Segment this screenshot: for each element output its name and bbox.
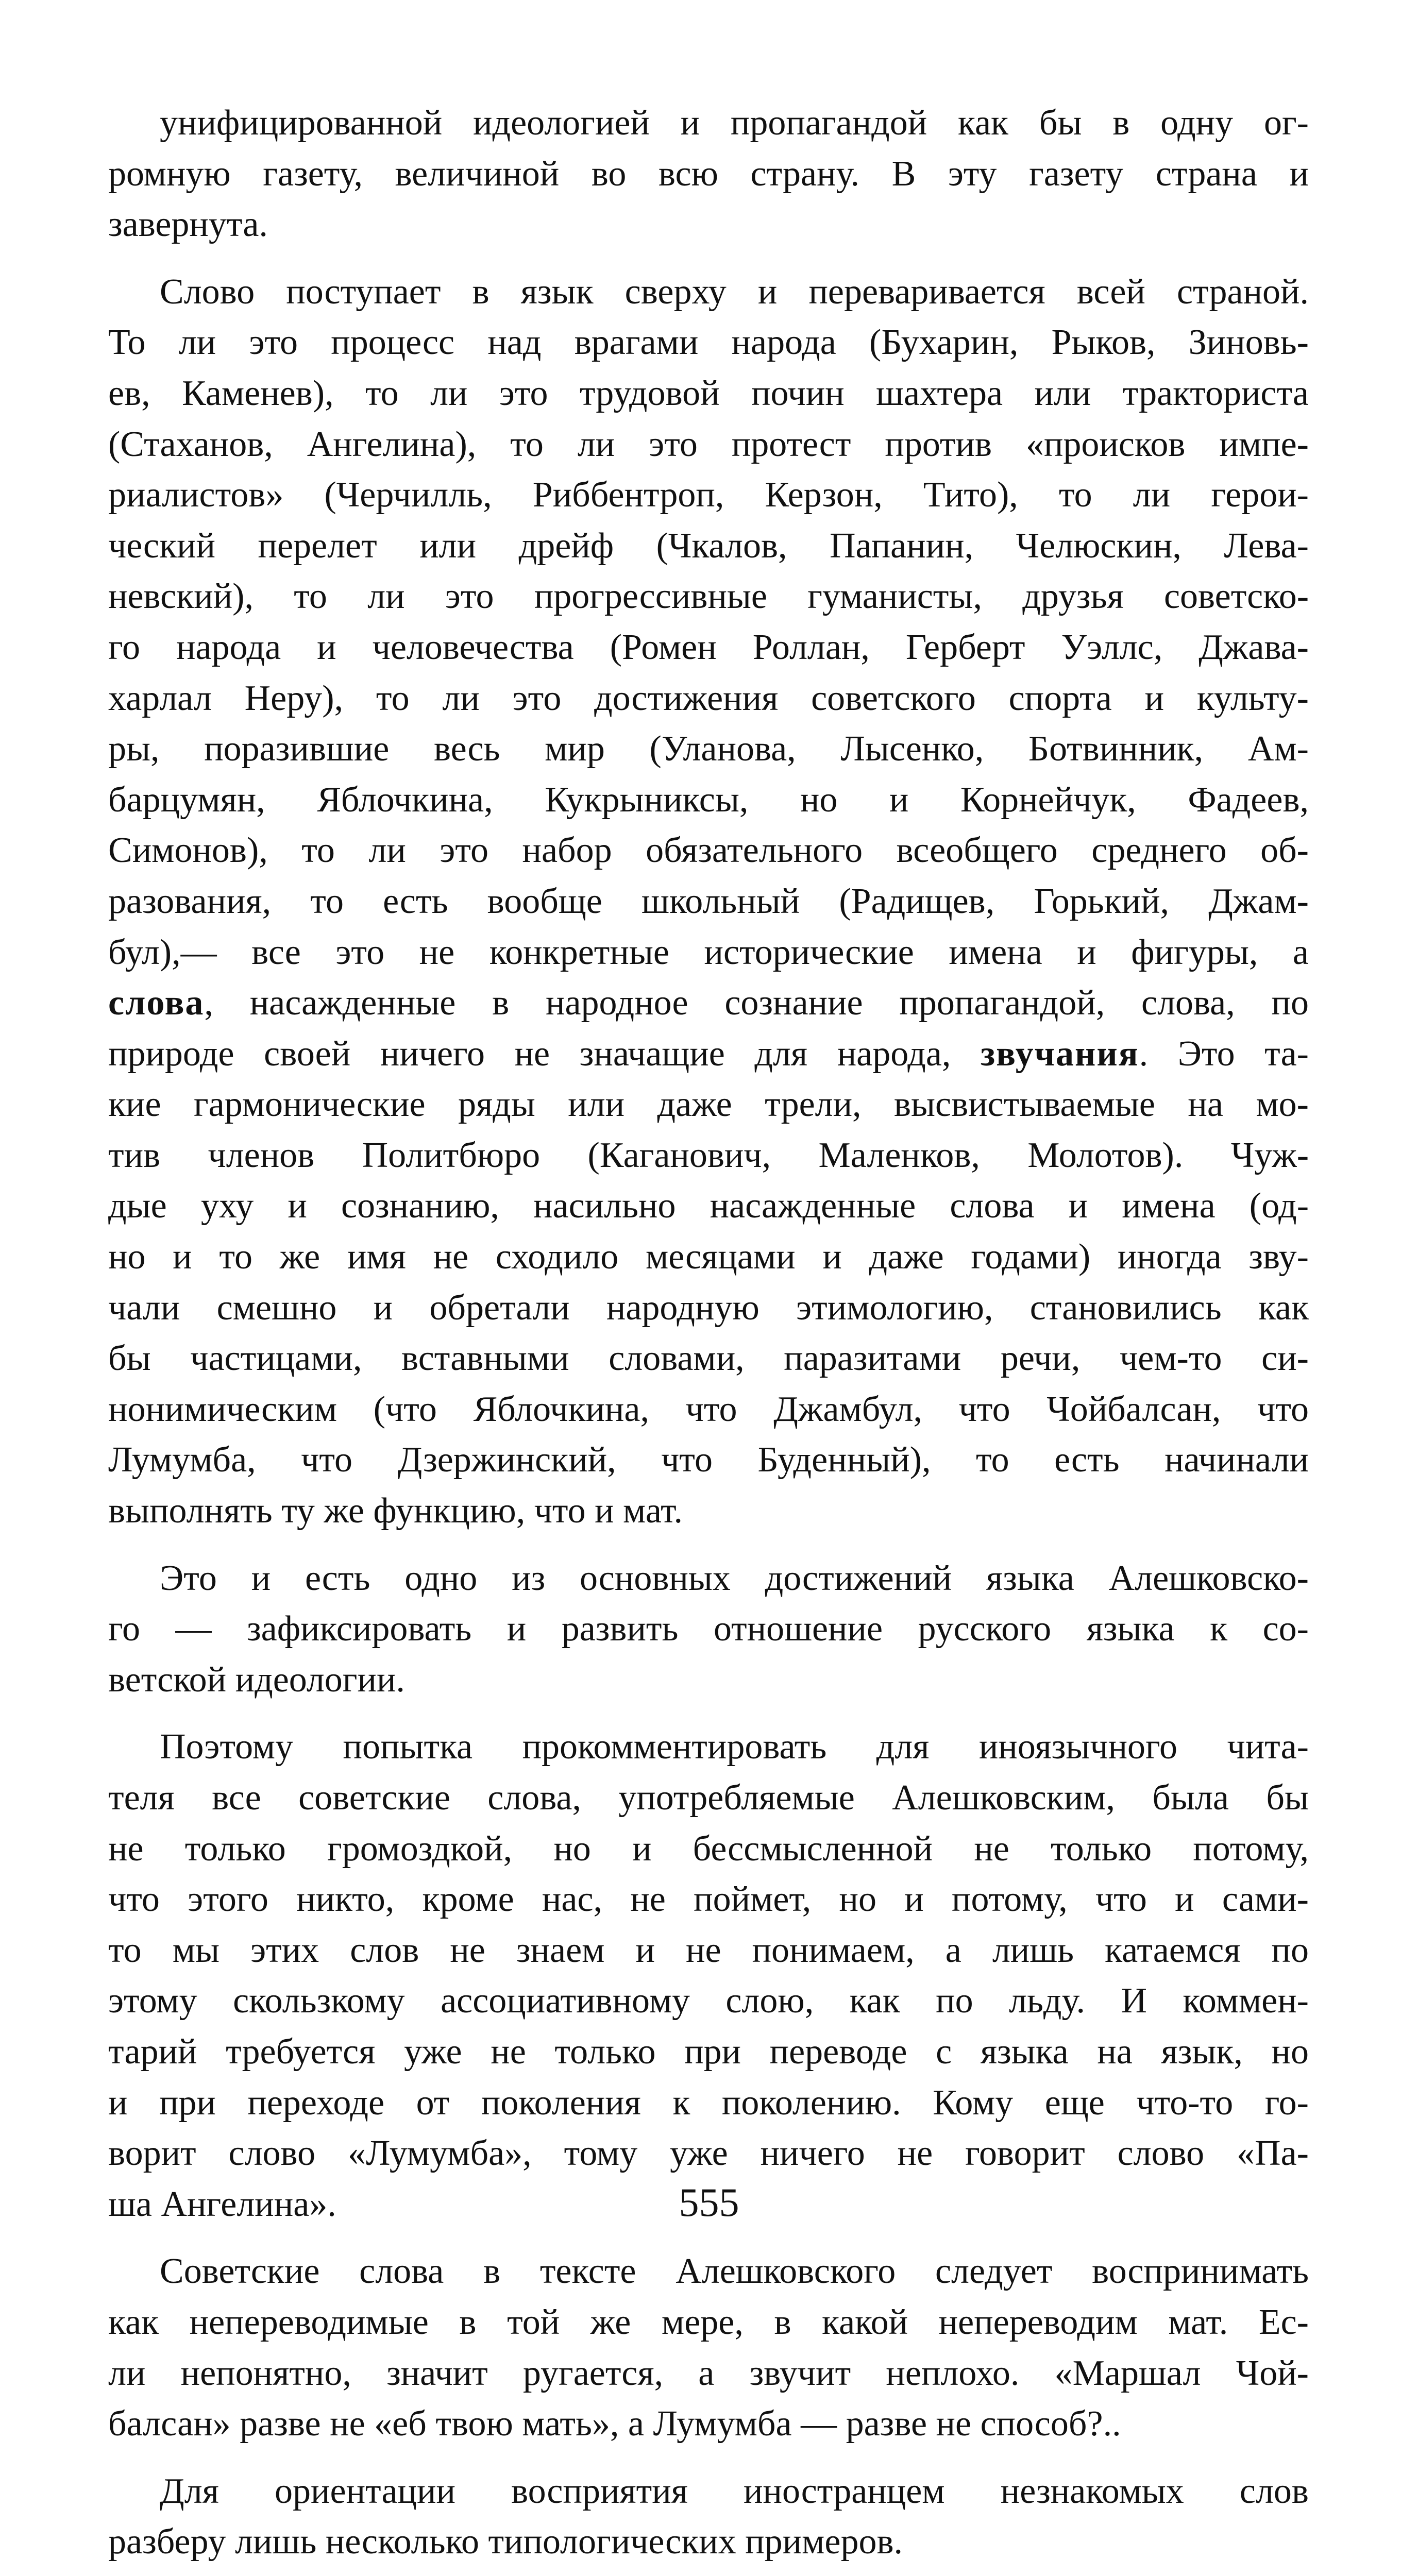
text-line: нонимическим (что Яблочкина, что Джамбул, что Чойбалсан, что: [108, 1389, 1309, 1429]
text-line: То ли это процесс над врагами народа (Бухарин, Рыков, Зиновь-: [108, 323, 1309, 363]
paragraph: [108, 1722, 1309, 2230]
text-line: [108, 1029, 1309, 1080]
text-line: разования, то есть вообще школьный (Радищев, Горький, Джам-: [108, 881, 1309, 921]
text-line: тарий требуется уже не только при переводе с языка на язык, но: [108, 2031, 1309, 2072]
text-line: но и то же имя не сходило месяцами и даже годами) иногда зву-: [108, 1237, 1309, 1277]
text-line: го — зафиксировать и развить отношение русского языка к со-: [108, 1609, 1309, 1649]
text-line: Советские слова в тексте Алешковского следует воспринимать: [160, 2251, 1309, 2292]
text-line: ли непонятно, значит ругается, а звучит неплохо. «Маршал Чой-: [108, 2353, 1309, 2393]
text-line: [108, 978, 1309, 1029]
text-line: харлал Неру), то ли это достижения советского спорта и культу-: [108, 678, 1309, 718]
paragraph: [108, 1553, 1309, 1706]
text-line: ша Ангелина».: [108, 2184, 336, 2224]
text-line: Слово поступает в язык сверху и переваривается всей страной.: [160, 272, 1309, 312]
text-line: балсан» разве не «еб твою мать», а Лумумба — разве не способ?..: [108, 2404, 1121, 2444]
emphasized-word: звучания: [981, 1033, 1139, 1074]
text-line: ворит слово «Лумумба», тому уже ничего не говорит слово «Па-: [108, 2133, 1309, 2174]
text-run: , насажденные в народное сознание пропагандой, слова, по: [204, 983, 1309, 1023]
text-line: Симонов), то ли это набор обязательного всеобщего среднего об-: [108, 831, 1309, 871]
text-line: чали смешно и обретали народную этимологию, становились как: [108, 1287, 1309, 1328]
text-line: барцумян, Яблочкина, Кукрыниксы, но и Корнейчук, Фадеев,: [108, 779, 1309, 820]
text-line: ры, поразившие весь мир (Уланова, Лысенко, Ботвинник, Ам-: [108, 729, 1309, 769]
text-line: ев, Каменев), то ли это трудовой почин шахтера или тракториста: [108, 373, 1309, 413]
emphasized-word: слова: [108, 983, 205, 1023]
text-line: ромную газету, величиной во всю страну. В эту газету страна и: [108, 154, 1309, 194]
text-line: ветской идеологии.: [108, 1659, 405, 1700]
text-line: невский), то ли это прогрессивные гуманисты, друзья советско-: [108, 577, 1309, 617]
text-line: этому скользкому ассоциативному слою, как по льду. И коммен-: [108, 1981, 1309, 2021]
text-run: природе своей ничего не значащие для народа,: [108, 1033, 981, 1074]
text-line: бы частицами, вставными словами, паразитами речи, чем-то си-: [108, 1338, 1309, 1379]
text-run: . Это та-: [1139, 1033, 1309, 1074]
text-line: не только громоздкой, но и бессмысленной не только потому,: [108, 1828, 1309, 1869]
text-line: как непереводимые в той же мере, в какой непереводим мат. Ес-: [108, 2302, 1309, 2342]
paragraph: [108, 2466, 1309, 2568]
text-line: дые уху и сознанию, насильно насажденные слова и имена (од-: [108, 1186, 1309, 1226]
text-line: (Стаханов, Ангелина), то ли это протест против «происков импе-: [108, 424, 1309, 464]
text-line: и при переходе от поколения к поколению. Кому еще что-то го-: [108, 2082, 1309, 2123]
text-line: то мы этих слов не знаем и не понимаем, а лишь катаемся по: [108, 1930, 1309, 1970]
text-line: Это и есть одно из основных достижений языка Алешковско-: [160, 1558, 1309, 1598]
text-line: унифицированной идеологией и пропагандой как бы в одну ог-: [160, 103, 1309, 143]
text-line: ческий перелет или дрейф (Чкалов, Папанин, Челюскин, Лева-: [108, 526, 1309, 566]
text-line: Для ориентации восприятия иностранцем незнакомых слов: [160, 2471, 1309, 2511]
text-line: го народа и человечества (Ромен Роллан, Герберт Уэллс, Джава-: [108, 627, 1309, 667]
text-line: риалистов» (Черчилль, Риббентроп, Керзон, Тито), то ли герои-: [108, 475, 1309, 515]
paragraph: [108, 98, 1309, 250]
text-line: тив членов Политбюро (Каганович, Маленков, Молотов). Чуж-: [108, 1135, 1309, 1175]
paragraph: [108, 267, 1309, 1537]
text-line: что этого никто, кроме нас, не поймет, но и потому, что и сами-: [108, 1879, 1309, 1920]
paragraph: [108, 2246, 1309, 2449]
text-line: бул),— все это не конкретные исторические имена и фигуры, а: [108, 932, 1309, 972]
text-line: выполнять ту же функцию, что и мат.: [108, 1491, 683, 1531]
text-line: теля все советские слова, употребляемые Алешковским, была бы: [108, 1778, 1309, 1818]
text-line: Поэтому попытка прокомментировать для иноязычного чита-: [160, 1727, 1309, 1767]
text-line: завернута.: [108, 205, 268, 245]
page-number: 555: [679, 2180, 739, 2225]
text-line: кие гармонические ряды или даже трели, высвистываемые на мо-: [108, 1084, 1309, 1125]
text-line: Лумумба, что Дзержинский, что Буденный), то есть начинали: [108, 1440, 1309, 1480]
text-line: разберу лишь несколько типологических примеров.: [108, 2522, 903, 2562]
